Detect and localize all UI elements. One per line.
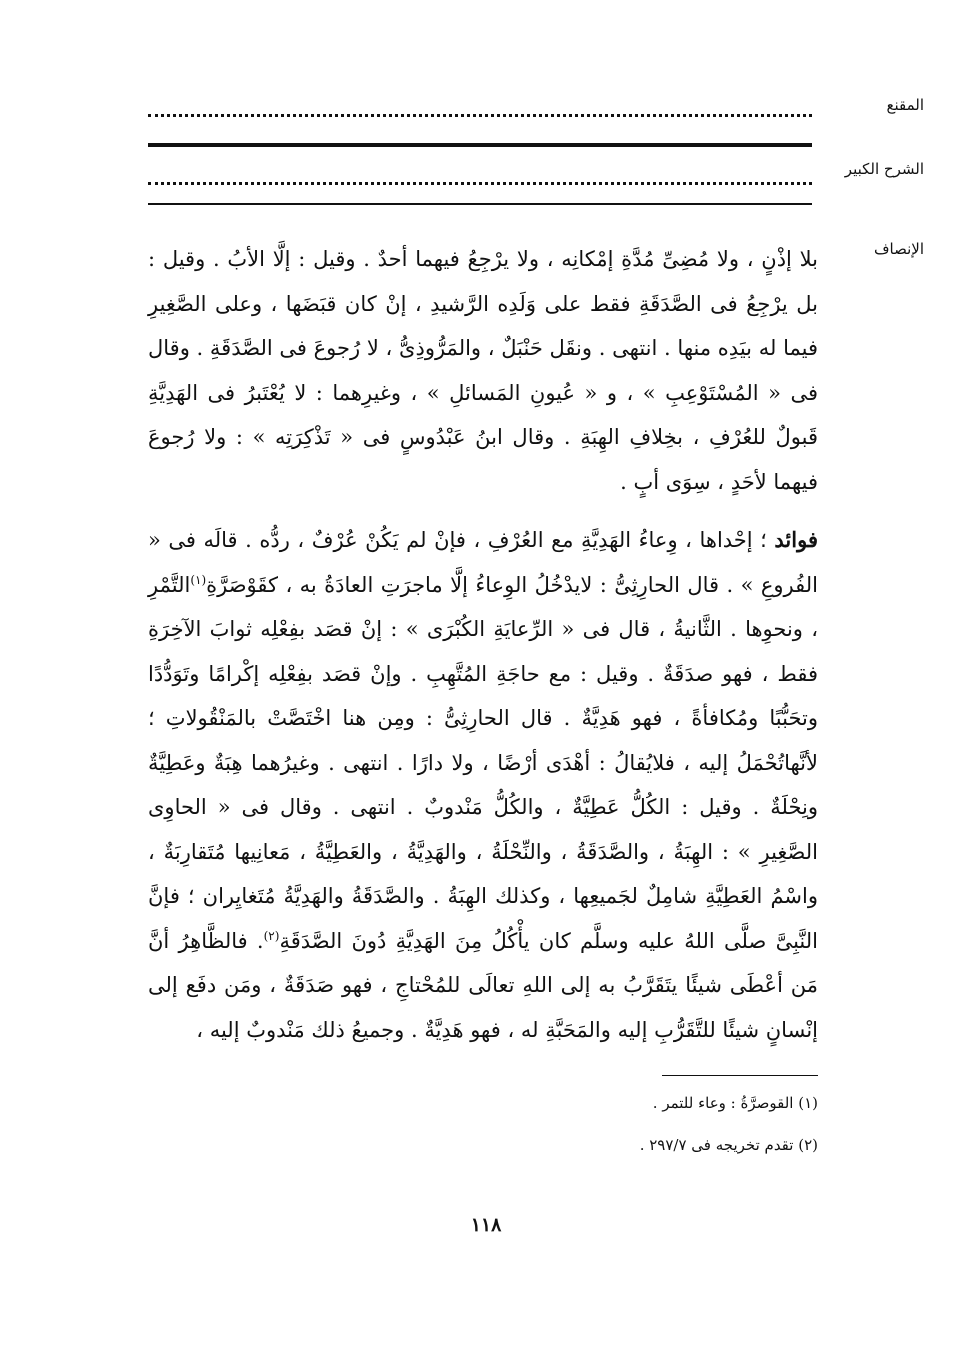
footnote-marker-2: (٢)	[263, 928, 280, 943]
footnote-separator	[662, 1075, 818, 1076]
page-number: ١١٨	[470, 1214, 502, 1236]
fawaid-text-part2: التَّمْرِ ، ونحوِها . الثَّانيةُ ، قال فى « الرِّعايَةِ الكُبْرَى » : إنْ قصَد بفِعْلِه ثوابَ الآخِرَةِ فقط ، فهو صدَقَةٌ . وقيل : مع حاجَةِ المُتَّهِبِ . وإنْ قصَد بفِعْلِه إكْرامًا وتَوَدُّدًا وتحَبُّبًا ومُكافأةً ، فهو هَدِيَّةٌ . قال الحارِثِىُّ : ومِن هنا اخْتَصَّتْ بالمَنْقُولاتِ ؛ لأنَّهاتُحْمَلُ إليه ، فلايُقالُ : أهْدَى أرْضًا ، ولا دارًا . انتهى . وغيرُهما هِبَةٌ وعَطِيَّةٌ ونِحْلَةٌ . وقيل : الكُلُّ عَطِيَّةٌ ، والكُلُّ مَنْدوبٌ . انتهى . وقال فى « الحاوِى الصَّغِيرِ » : الهِبَةُ ، والصَّدَقَةُ ، والنِّحْلَةُ ، والهَدِيَّةُ ، والعَطِيَّةُ ، مَعانِيها مُتَقارِبَةٌ ، واسْمُ العَطِيَّةِ شامِلٌ لجَميعِها ، وكذلك الهِبَةُ . والصَّدَقَةُ والهَدِيَّةُ مُتَغايِران ؛ فإنَّ النَّبِىَّ صلَّى اللهُ عليه وسلَّم كان يأْكُلُ مِنَ الهَدِيَّةِ دُونَ الصَّدَقَةِ	[148, 572, 818, 953]
section-divider-thick	[148, 143, 812, 147]
fawaid-title: فوائد	[774, 527, 818, 552]
insaf-label: الإنصاف	[873, 240, 924, 258]
sharh-dotted-line	[148, 182, 812, 185]
footnote-1: (١) القوصرَّةُ : وعاء للتمر .	[652, 1094, 818, 1112]
muqni-label: المقنع	[886, 96, 924, 114]
fawaid-text-part3: . فالظَّاهِرُ أنَّ مَن أعْطَى شيئًا يتَقَرَّبُ به إلى اللهِ تعالَى للمُحْتاجِ ، فهو صَدَقَةٌ ، ومَن دفَع إلى إنْسانٍ شيئًا للتَّقَرُّبِ إليه والمَحَبَّةِ له ، فهو هَدِيَّةٌ . وجميعُ ذلك مَنْدوبٌ إليه ،	[148, 928, 818, 1042]
footnote-marker-1: (١)	[190, 572, 207, 587]
fawaid-paragraph	[148, 518, 818, 1052]
insaf-text-block	[148, 237, 818, 1052]
section-divider-thin	[148, 203, 812, 205]
insaf-paragraph: بلا إذْنٍ ، ولا مُضِىِّ مُدَّةِ إمْكانِه ، ولا يرْجِعُ فيهما أحدٌ . وقيل : إلَّا الأبُ . وقيل : بل يرْجِعُ فى الصَّدَقَةِ فقط على وَلَدِه الرَّشيدِ ، إنْ كان قبَضَها ، وعلى الصَّغِيرِ فيما له بيَدِه منها . انتهى . ونقَل حَنْبَلٌ ، والمَرُّوذِىُّ ، لا رُجوعَ فى الصَّدَقَةِ . وقال فى « المُسْتَوْعِبِ » ، و « عُيونِ المَسائلِ » ، وغيرِهما : لا يُعْتَبرُ فى الهَدِيَّةِ قَبولٌ للعُرْفِ ، بخِلافِ الهِبَةِ . وقال ابنُ عَبْدُوسٍ فى « تَذْكِرَتِه » : ولا رُجوعَ فيهما لأحَدٍ ، سِوَى أبٍ .	[148, 247, 818, 494]
fawaid-text-part1: ؛ إحْداها ، وِعاءُ الهَدِيَّةِ مع العُرْفِ ، فإنْ لم يَكُنْ عُرْفٌ ، ردُّه . قالَه فى « الفُروعِ » . قال الحارِثِىُّ : لايدْخُلُ الوِعاءُ إلَّا ماجرَتِ العادَةُ به ، كقَوْصَرَّةِ	[148, 528, 818, 597]
footnote-2: (٢) تقدم تخريجه فى ٢٩٧/٧ .	[639, 1136, 818, 1154]
muqni-dotted-line	[148, 114, 812, 117]
sharh-label: الشرح الكبير	[844, 160, 924, 178]
